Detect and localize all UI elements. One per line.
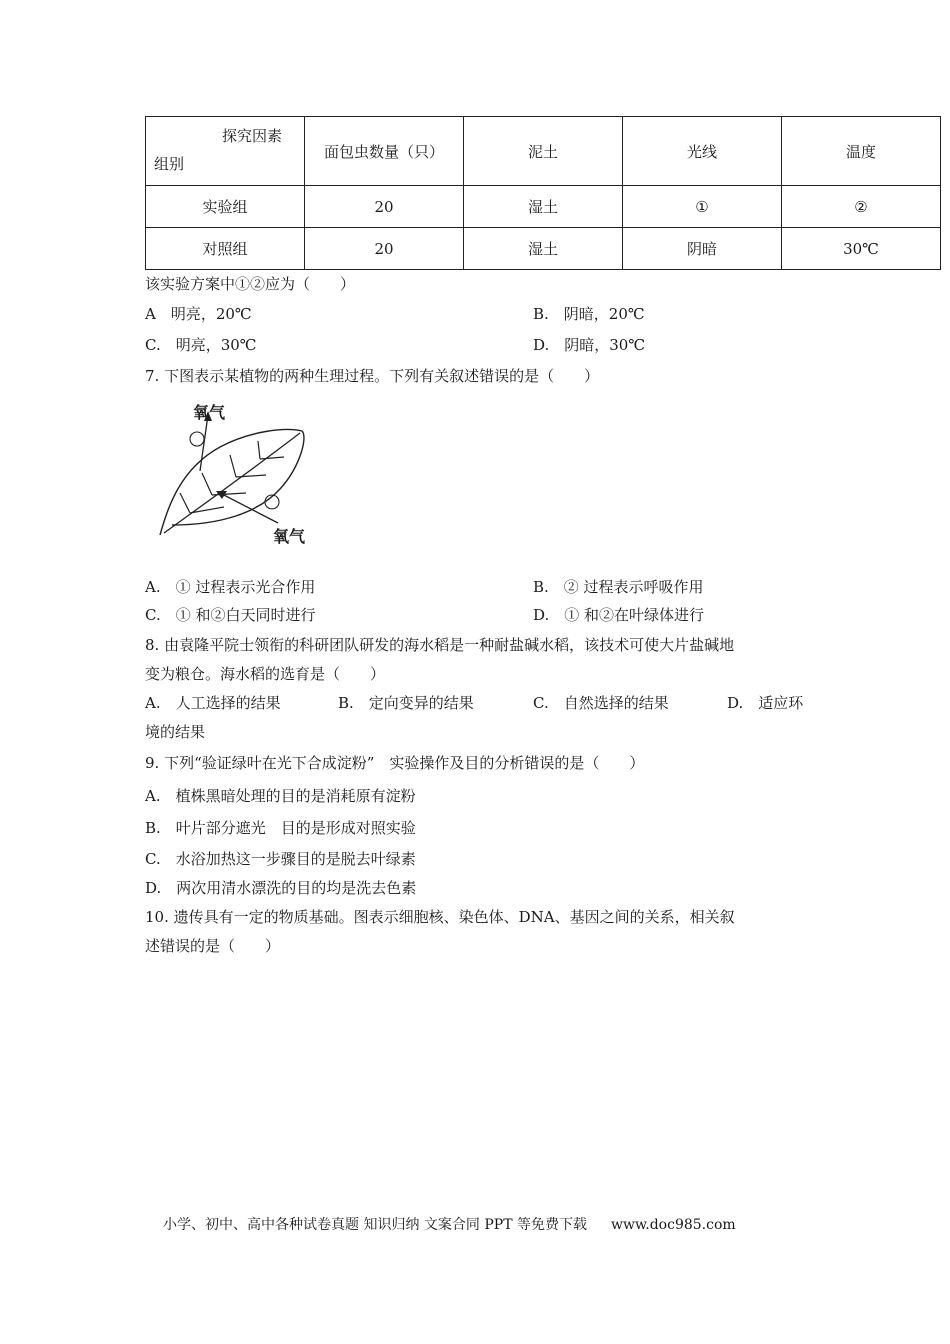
- q9-option-c: C. 水浴加热这一步骤目的是脱去叶绿素: [145, 850, 416, 868]
- mark-1-label: [191, 431, 201, 444]
- header-cell: 温度: [782, 117, 941, 186]
- leaf-vein: [258, 441, 260, 459]
- q8-option-a: A. 人工选择的结果: [145, 694, 281, 712]
- label-oxygen-bottom: 氧气: [273, 527, 306, 546]
- q9-stem: 9. 下列“验证绿叶在光下合成淀粉” 实验操作及目的分析错误的是（ ）: [145, 754, 645, 772]
- q7-option-b: B. ② 过程表示呼吸作用: [533, 578, 704, 596]
- header-cell: 面包虫数量（只）: [305, 117, 464, 186]
- footer-url[interactable]: www.doc985.com: [610, 1217, 736, 1233]
- mark-2-label: [266, 494, 276, 507]
- q6-option-d: D. 阴暗，30℃: [533, 336, 646, 354]
- q9-option-a: A. 植株黑暗处理的目的是消耗原有淀粉: [145, 787, 416, 805]
- footer-text: 小学、初中、高中各种试卷真题 知识归纳 文案合同 PPT 等免费下载: [163, 1217, 587, 1233]
- experiment-table: [145, 116, 941, 270]
- table-cell: 30℃: [782, 228, 941, 270]
- header-group-label: 组别: [154, 155, 185, 173]
- q10-stem-line1: 10. 遗传具有一定的物质基础。图表示细胞核、染色体、DNA、基因之间的关系，相关叙: [145, 908, 735, 926]
- header-factor-label: 探究因素: [222, 127, 283, 145]
- table-cell: ①: [623, 186, 782, 228]
- q6-option-a: A 明亮，20℃: [145, 305, 252, 323]
- table-row: [146, 228, 941, 270]
- q6-option-b: B. 阴暗，20℃: [533, 305, 645, 323]
- leaf-vein: [180, 493, 190, 513]
- q8-option-d: D. 适应环: [727, 694, 804, 712]
- label-oxygen-top: 氧气: [193, 403, 226, 422]
- q9-option-b: B. 叶片部分遮光 目的是形成对照实验: [145, 819, 416, 837]
- table-cell: 湿土: [464, 228, 623, 270]
- table-diagonal-header-cell: [146, 117, 305, 186]
- leaf-vein: [236, 475, 266, 477]
- leaf-vein: [230, 455, 236, 477]
- q10-stem-line2: 述错误的是（ ）: [145, 937, 281, 955]
- q8-option-b: B. 定向变异的结果: [338, 694, 474, 712]
- q8-option-c: C. 自然选择的结果: [533, 694, 669, 712]
- q7-option-c: C. ① 和②白天同时进行: [145, 606, 316, 624]
- q9-option-d: D. 两次用清水漂洗的目的均是洗去色素: [145, 879, 417, 897]
- header-cell: 光线: [623, 117, 782, 186]
- q7-option-a: A. ① 过程表示光合作用: [145, 578, 316, 596]
- q7-option-d: D. ① 和②在叶绿体进行: [533, 606, 705, 624]
- q6-stem: 该实验方案中①②应为（ ）: [145, 275, 356, 293]
- q8-option-d-wrap: 境的结果: [145, 723, 206, 741]
- q8-stem-line1: 8. 由袁隆平院士领衔的科研团队研发的海水稻是一种耐盐碱水稻，该技术可使大片盐碱地: [145, 636, 735, 654]
- table-cell: 湿土: [464, 186, 623, 228]
- table-cell-group: 对照组: [146, 228, 305, 270]
- q8-stem-line2: 变为粮仓。海水稻的选育是（ ）: [145, 665, 386, 683]
- table-row: [146, 186, 941, 228]
- leaf-vein: [260, 457, 284, 459]
- table-cell-group: 实验组: [146, 186, 305, 228]
- table-cell: 阴暗: [623, 228, 782, 270]
- leaf-outline: [160, 430, 304, 535]
- header-cell: 泥土: [464, 117, 623, 186]
- q6-option-c: C. 明亮，30℃: [145, 336, 257, 354]
- leaf-vein: [202, 473, 212, 495]
- table-cell: 20: [305, 228, 464, 270]
- page-footer: [163, 1214, 736, 1234]
- leaf-figure: [150, 397, 320, 549]
- table-header-row: [146, 117, 941, 186]
- table-cell: ②: [782, 186, 941, 228]
- arrow-1-line: [200, 415, 208, 471]
- q7-stem: 7. 下图表示某植物的两种生理过程。下列有关叙述错误的是（ ）: [145, 367, 600, 385]
- table-cell: 20: [305, 186, 464, 228]
